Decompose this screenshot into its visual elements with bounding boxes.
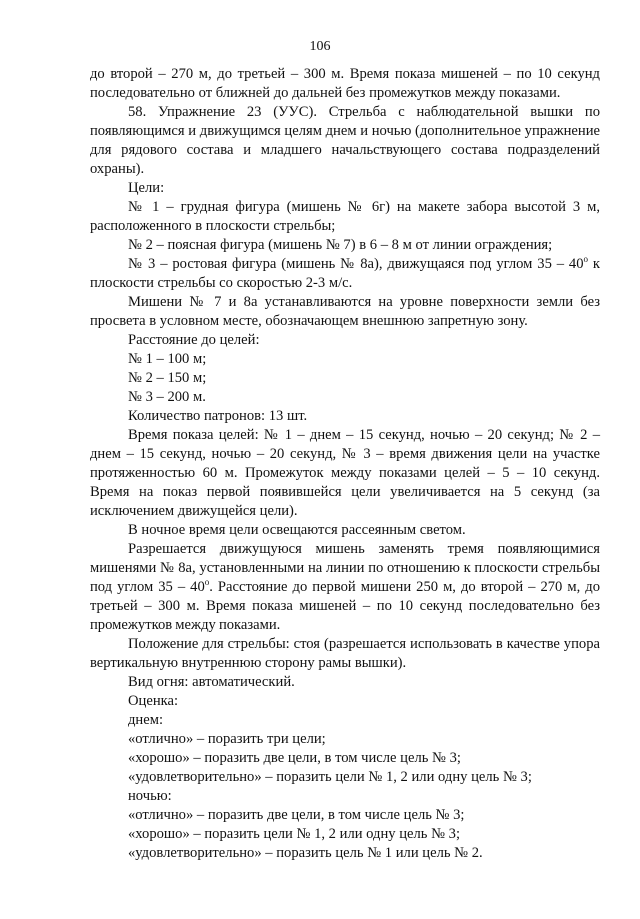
paragraph-day-good: «хорошо» – поразить две цели, в том числе цель № 3; — [128, 750, 461, 766]
paragraph-day-satisfactory: «удовлетворительно» – поразить цели № 1, 2 или одну цель № 3; — [128, 769, 532, 785]
paragraph-targets-placement: Мишени № 7 и 8а устанавливаются на уровне поверхности земли без просвета в условном месте, обозначающем внешнюю запретную зону. — [90, 294, 600, 329]
paragraph-night-excellent: «отлично» – поразить две цели, в том числе цель № 3; — [128, 807, 465, 823]
document-body — [90, 65, 600, 863]
paragraph-target-1: № 1 – грудная фигура (мишень № 6г) на макете забора высотой 3 м, расположенного в плоскости стрельбы; — [90, 199, 600, 234]
paragraph-distance-2: № 2 – 150 м; — [128, 370, 207, 386]
paragraph-exercise-58-title: 58. Упражнение 23 (УУС). Стрельба с наблюдательной вышки по появляющимся и движущимся целям днем и ночью (дополнительное упражнение для рядового состава и младшего начальствующего состава подразделений охраны). — [90, 104, 600, 177]
paragraph-night-satisfactory: «удовлетворительно» – поразить цель № 1 или цель № 2. — [128, 845, 483, 861]
target-3-text-end: к плоскости стрельбы со скоростью 2-3 м/с. — [90, 256, 600, 291]
paragraph-night-heading: ночью: — [128, 788, 172, 804]
paragraph-firing-position: Положение для стрельбы: стоя (разрешается использовать в качестве упора вертикальную внутреннюю сторону рамы вышки). — [90, 636, 600, 671]
replacement-text-start: Разрешается движущуюся мишень заменять тремя появляющимися мишенями № 8а, установленными на линии по отношению к плоскости стрельбы под углом 35 – 40 — [90, 541, 600, 595]
paragraph-distance-1: № 1 – 100 м; — [128, 351, 207, 367]
paragraph-distance-3: № 3 – 200 м. — [128, 389, 206, 405]
paragraph-distance-heading: Расстояние до целей: — [128, 332, 260, 348]
target-3-text-start: № 3 – ростовая фигура (мишень № 8а), движущаяся под углом 35 – 40 — [128, 256, 584, 272]
degree-sign: o — [583, 254, 589, 264]
paragraph-fire-mode: Вид огня: автоматический. — [128, 674, 295, 690]
paragraph-target-3 — [90, 255, 600, 293]
paragraph-ammo-count: Количество патронов: 13 шт. — [128, 408, 308, 424]
degree-sign: o — [204, 577, 210, 587]
paragraph-target-2: № 2 – поясная фигура (мишень № 7) в 6 – 8 м от линии ограждения; — [128, 237, 553, 253]
paragraph-day-heading: днем: — [128, 712, 164, 728]
paragraph-day-excellent: «отлично» – поразить три цели; — [128, 731, 326, 747]
paragraph-night-good: «хорошо» – поразить цели № 1, 2 или одну цель № 3; — [128, 826, 461, 842]
paragraph-show-time: Время показа целей: № 1 – днем – 15 секунд, ночью – 20 секунд; № 2 – днем – 15 секунд, ночью – 20 секунд, № 3 – время движения цели на участке протяженностью 60 м. Промежуток между показами целей – 5 – 10 секунд. Время на показ первой появившейся цели увеличивается на 5 секунд (за исключением движущейся цели). — [90, 427, 600, 519]
replacement-text-end: . Расстояние до первой мишени 250 м, до второй – 270 м, до третьей – 300 м. Время показа мишеней – по 10 секунд последовательно без промежутков между показами. — [90, 579, 600, 633]
paragraph-evaluation-heading: Оценка: — [128, 693, 179, 709]
paragraph-night-lighting: В ночное время цели освещаются рассеянным светом. — [128, 522, 466, 538]
page-number: 106 — [309, 39, 331, 54]
paragraph-replacement-targets — [90, 540, 600, 635]
paragraph-targets-heading: Цели: — [128, 180, 165, 196]
paragraph-continuation: до второй – 270 м, до третьей – 300 м. Время показа мишеней – по 10 секунд последовательно от ближней до дальней без промежутков между показами. — [90, 66, 600, 101]
